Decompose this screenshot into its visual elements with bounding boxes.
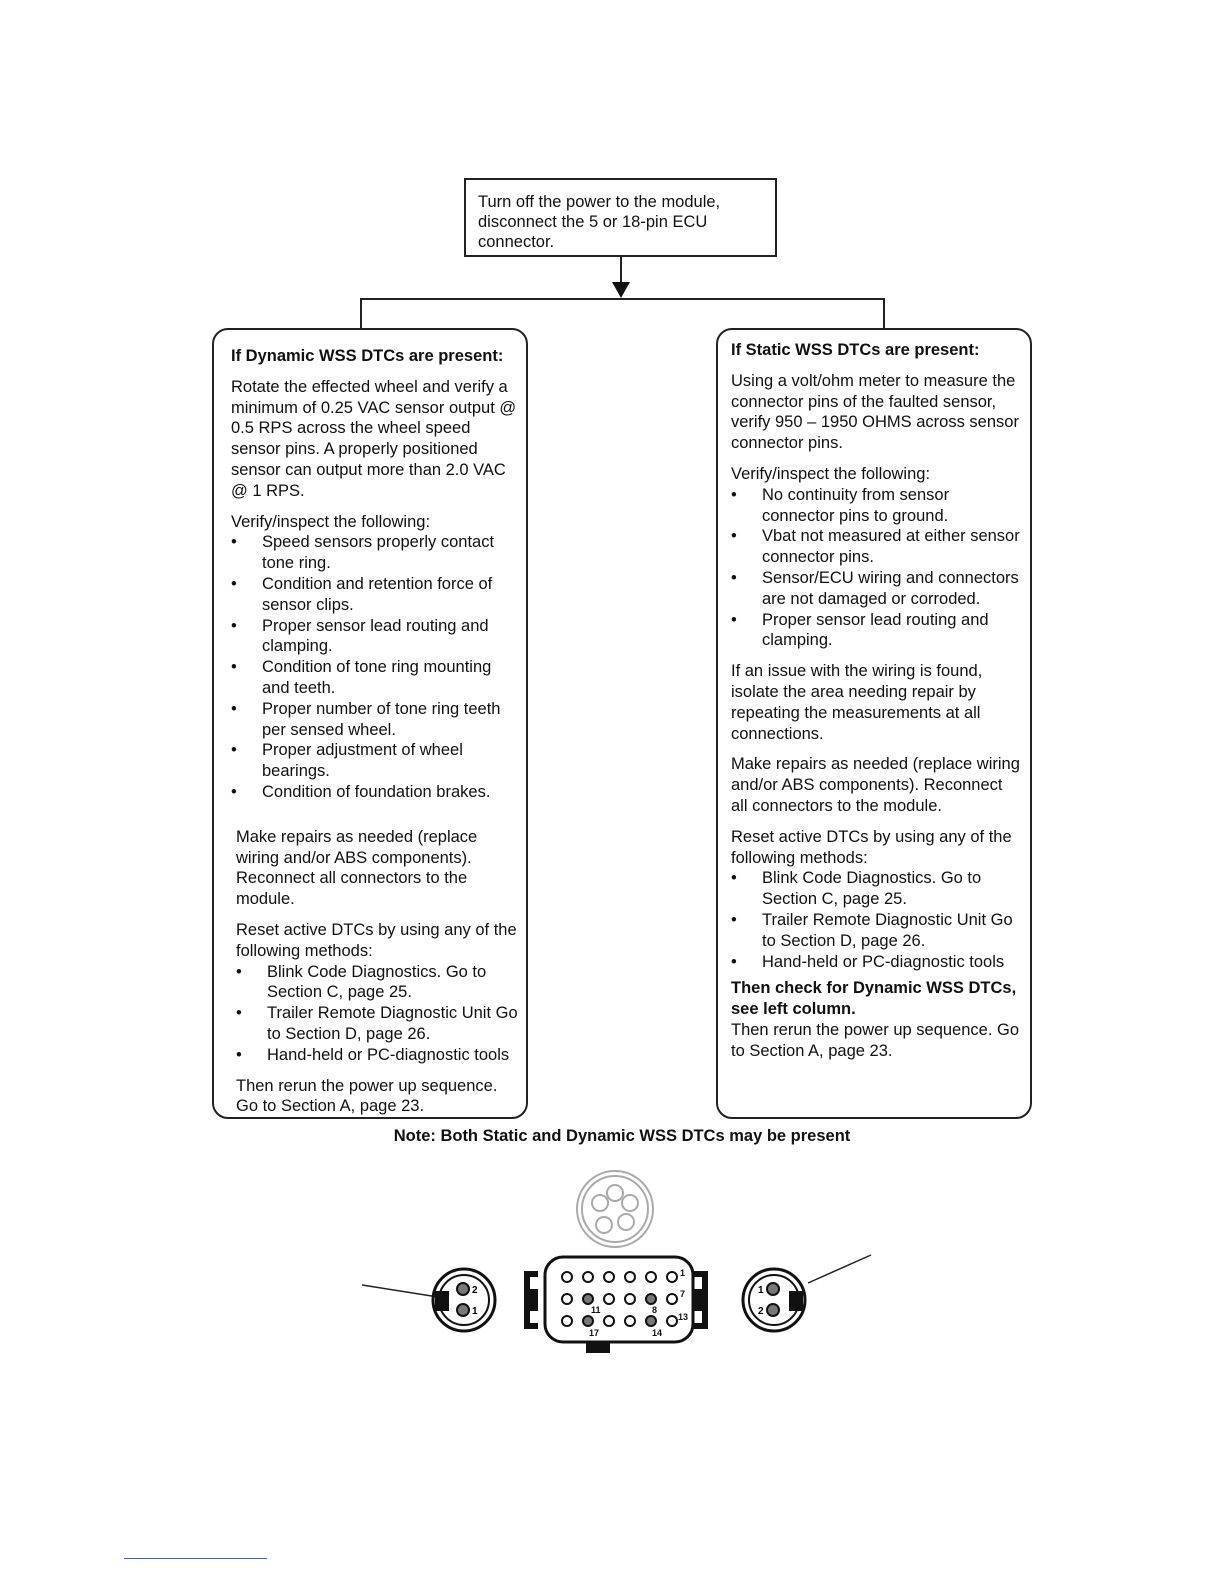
static-repairs: Make repairs as needed (replace wiring and/or ABS components). Reconnect all connectors to the module. [731,755,1020,815]
static-heading: If Static WSS DTCs are present: [731,341,980,359]
right-pin-label: 2 [758,1306,764,1317]
right-leader-line [808,1255,871,1283]
pin-label: 7 [680,1289,686,1299]
dynamic-repairs: Make repairs as needed (replace wiring and/or ABS components). Reconnect all connectors to the module. [236,827,478,909]
left-leader-line [362,1285,438,1297]
list-item: • No continuity from sensor connector pins to ground. [731,485,1022,527]
list-item: • Blink Code Diagnostics. Go to Section C, page 25. [236,962,518,1004]
dynamic-heading: If Dynamic WSS DTCs are present: [231,347,504,365]
footer-rule [124,1558,267,1559]
flow-line-left [360,298,362,329]
flow-line-down [620,257,622,283]
static-final: Then rerun the power up sequence. Go to Section A, page 23. [731,1020,1020,1060]
connector-diagram [350,1165,890,1365]
static-dtc-box [716,328,1032,1119]
static-check: Then check for Dynamic WSS DTCs, see left column. [731,979,1017,1019]
start-step-box [464,178,777,257]
pin-label: 8 [652,1305,658,1315]
static-intro: Using a volt/ohm meter to measure the connector pins of the faulted sensor, verify 950 – 1950 OHMS across sensor connector pins. [731,371,1019,453]
list-item: • Blink Code Diagnostics. Go to Section C, page 25. [731,868,1022,910]
left-pin-label: 1 [472,1306,478,1317]
list-item: • Proper adjustment of wheel bearings. [231,740,518,782]
flow-line-right [883,298,885,329]
dynamic-dtc-box [212,328,528,1119]
dynamic-intro: Rotate the effected wheel and verify a minimum of 0.25 VAC sensor output @ 0.5 RPS across the wheel speed sensor pins. A properly positioned sensor can output more than 2.0 VAC @ 1 RPS. [231,377,517,500]
static-verify-list [731,485,1022,651]
pin-label: 1 [680,1268,686,1278]
five-pin-connector-icon [577,1171,653,1247]
static-reset-label: Reset active DTCs by using any of the following methods: [731,827,1012,867]
list-item: • Hand-held or PC-diagnostic tools [236,1045,518,1066]
static-reset-list [731,868,1022,972]
dynamic-verify-list [231,532,518,802]
list-item: • Trailer Remote Diagnostic Unit Go to Section D, page 26. [731,910,1022,952]
dynamic-final: Then rerun the power up sequence. Go to Section A, page 23. [236,1076,498,1116]
list-item: • Trailer Remote Diagnostic Unit Go to Section D, page 26. [236,1003,518,1045]
list-item: • Speed sensors properly contact tone ring. [231,532,518,574]
list-item: • Condition of tone ring mounting and teeth. [231,657,518,699]
pin-label: 17 [589,1328,600,1338]
start-step-text: Turn off the power to the module, disconnect the 5 or 18-pin ECU connector. [478,193,721,251]
list-item: • Condition and retention force of sensor clips. [231,574,518,616]
list-item: • Proper sensor lead routing and clamping. [231,616,518,658]
list-item: • Proper sensor lead routing and clamping. [731,610,1022,652]
left-sensor-connector-icon [433,1269,495,1331]
right-sensor-connector-icon [743,1269,805,1331]
list-item: • Hand-held or PC-diagnostic tools [731,952,1022,973]
list-item: • Sensor/ECU wiring and connectors are not damaged or corroded. [731,568,1022,610]
list-item: • Condition of foundation brakes. [231,782,518,803]
left-pin-label: 2 [472,1285,478,1296]
static-wiring: If an issue with the wiring is found, isolate the area needing repair by repeating the measurements at all connections. [731,662,983,743]
pin-label: 13 [678,1312,689,1322]
list-item: • Vbat not measured at either sensor connector pins. [731,526,1022,568]
flow-arrow-icon [612,282,630,298]
dynamic-verify-label: Verify/inspect the following: [231,512,431,531]
pin-label: 14 [652,1328,663,1338]
flow-branch-line [360,298,885,300]
pin-label: 11 [591,1305,601,1315]
list-item: • Proper number of tone ring teeth per sensed wheel. [231,699,518,741]
static-verify-label: Verify/inspect the following: [731,464,931,483]
right-pin-label: 1 [758,1285,764,1296]
dynamic-reset-list [236,962,518,1066]
note-text: Note: Both Static and Dynamic WSS DTCs may be present [393,1127,851,1145]
dynamic-reset-label: Reset active DTCs by using any of the following methods: [236,920,517,960]
